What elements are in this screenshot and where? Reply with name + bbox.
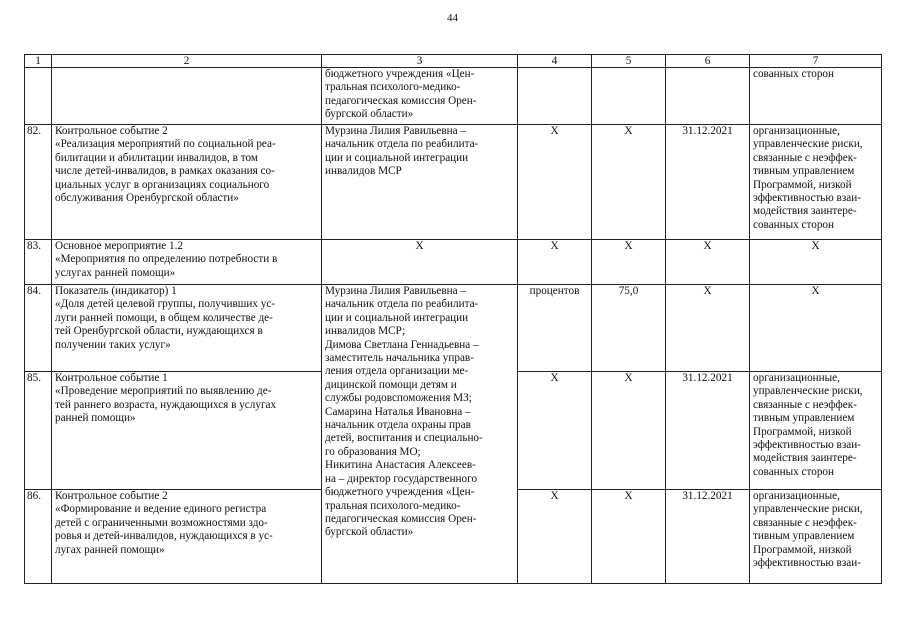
text-line: начальник отдела охраны прав xyxy=(325,419,471,432)
text-line: X xyxy=(415,240,424,252)
date-cell: X xyxy=(666,285,750,372)
header-cell: 4 xyxy=(518,55,592,68)
row-number: 83. xyxy=(25,240,52,285)
text-line: на – директор государственного xyxy=(325,472,478,485)
text-line: Показатель (индикатор) 1 xyxy=(55,285,177,297)
text-line: X xyxy=(811,240,820,252)
text-line: инвалидов МСР xyxy=(325,165,402,178)
text-line: начальник отдела по реабилита- xyxy=(325,298,479,311)
text-line: управленческие риски, xyxy=(753,138,863,151)
text-line: получении таких услуг» xyxy=(55,338,171,351)
responsible-cell xyxy=(322,125,518,240)
responsible-cell xyxy=(322,285,518,584)
text-line: Мурзина Лилия Равильевна – xyxy=(325,285,466,297)
header-cell: 1 xyxy=(25,55,52,68)
risk-cell xyxy=(750,285,882,372)
text-line: детей с ограниченными возможностями здо- xyxy=(55,516,268,529)
table-row xyxy=(25,125,882,240)
value-cell: 75,0 xyxy=(592,285,666,372)
text-line: связанные с неэффек- xyxy=(753,516,857,529)
unit-cell: X xyxy=(518,240,592,285)
text-line: Никитина Анастасия Алексеев- xyxy=(325,459,476,472)
name-cell xyxy=(52,285,322,372)
text-line: инвалидов МСР; xyxy=(325,325,406,338)
text-line: Основное мероприятие 1.2 xyxy=(55,240,183,252)
value-cell: X xyxy=(592,240,666,285)
name-cell xyxy=(52,490,322,584)
text-line: ции и социальной интеграции xyxy=(325,151,469,164)
text-line: тральная психолого-медико- xyxy=(325,499,461,512)
date-cell: 31.12.2021 xyxy=(666,125,750,240)
text-line: эффективностью взаи- xyxy=(753,557,861,570)
text-line: связанные с неэффек- xyxy=(753,151,857,164)
text-line: эффективностью взаи- xyxy=(753,439,861,452)
text-line: модействия заинтере- xyxy=(753,205,857,218)
risk-cell xyxy=(750,68,882,125)
text-line: начальник отдела по реабилита- xyxy=(325,138,479,151)
table-row xyxy=(25,285,882,372)
header-row xyxy=(25,55,882,68)
text-line: Программой, низкой xyxy=(753,425,852,438)
text-line: управленческие риски, xyxy=(753,503,863,516)
text-line: эффективностью взаи- xyxy=(753,192,861,205)
text-line: «Мероприятия по определению потребности в xyxy=(55,253,278,266)
risk-cell xyxy=(750,125,882,240)
row-number: 85. xyxy=(25,372,52,490)
unit-cell: процентов xyxy=(518,285,592,372)
text-line: службы родовспоможения МЗ; xyxy=(325,392,472,405)
text-line: обслуживания Оренбургской области» xyxy=(55,192,239,205)
unit-cell: X xyxy=(518,372,592,490)
text-line: тивным управлением xyxy=(753,165,855,178)
text-line: «Проведение мероприятий по выявлению де- xyxy=(55,385,272,398)
text-line: тральная психолого-медико- xyxy=(325,81,461,94)
value-cell: X xyxy=(592,372,666,490)
row-number: 86. xyxy=(25,490,52,584)
program-table xyxy=(24,54,882,584)
text-line: детей, воспитания и специально- xyxy=(325,432,483,445)
table-row xyxy=(25,68,882,125)
text-line: тей раннего возраста, нуждающихся в услугах xyxy=(55,398,277,411)
header-cell: 5 xyxy=(592,55,666,68)
text-line: «Доля детей целевой группы, получивших ус- xyxy=(55,298,276,311)
text-line: организационные, xyxy=(753,125,840,137)
text-line: X xyxy=(811,285,820,297)
responsible-cell xyxy=(322,240,518,285)
date-cell: 31.12.2021 xyxy=(666,372,750,490)
responsible-cell xyxy=(322,68,518,125)
text-line: сованных сторон xyxy=(753,68,835,80)
text-line: заместитель начальника управ- xyxy=(325,352,474,365)
text-line: лугах ранней помощи» xyxy=(55,543,165,556)
page-number: 44 xyxy=(447,12,458,24)
text-line: педагогическая комиссия Орен- xyxy=(325,512,477,525)
value-cell: X xyxy=(592,490,666,584)
date-cell: 31.12.2021 xyxy=(666,490,750,584)
text-line: сованных сторон xyxy=(753,218,835,231)
header-cell: 3 xyxy=(322,55,518,68)
text-line: го образования МО; xyxy=(325,445,421,458)
text-line: Димова Светлана Геннадьевна – xyxy=(325,338,479,351)
name-cell xyxy=(52,240,322,285)
text-line: билитации и абилитации инвалидов, в том xyxy=(55,151,258,164)
value-cell: X xyxy=(592,125,666,240)
text-line: «Реализация мероприятий по социальной реа- xyxy=(55,138,276,151)
unit-cell: X xyxy=(518,125,592,240)
text-line: ранней помощи» xyxy=(55,412,136,425)
text-line: бюджетного учреждения «Цен- xyxy=(325,68,475,80)
text-line: Контрольное событие 2 xyxy=(55,125,168,137)
text-line: Контрольное событие 2 xyxy=(55,490,168,502)
text-line: бургской области» xyxy=(325,108,414,121)
text-line: Программой, низкой xyxy=(753,178,852,191)
text-line: «Формирование и ведение единого регистра xyxy=(55,503,267,516)
text-line: числе детей-инвалидов, в рамках оказания со- xyxy=(55,165,275,178)
text-line: услугах ранней помощи» xyxy=(55,266,176,279)
header-cell: 6 xyxy=(666,55,750,68)
text-line: тивным управлением xyxy=(753,412,855,425)
text-line: ления отдела организации ме- xyxy=(325,365,469,378)
text-line: ции и социальной интеграции xyxy=(325,311,469,324)
header-cell: 2 xyxy=(52,55,322,68)
risk-cell xyxy=(750,490,882,584)
text-line: циальных услуг в организациях социального xyxy=(55,178,270,191)
text-line: бюджетного учреждения «Цен- xyxy=(325,486,475,499)
text-line: сованных сторон xyxy=(753,465,835,478)
text-line: Программой, низкой xyxy=(753,543,852,556)
date-cell: X xyxy=(666,240,750,285)
risk-cell xyxy=(750,240,882,285)
text-line: модействия заинтере- xyxy=(753,452,857,465)
name-cell xyxy=(52,372,322,490)
text-line: управленческие риски, xyxy=(753,385,863,398)
text-line: педагогическая комиссия Орен- xyxy=(325,94,477,107)
text-line: луги ранней помощи, в общем количестве де- xyxy=(55,311,273,324)
name-cell xyxy=(52,125,322,240)
text-line: тей Оренбургской области, нуждающихся в xyxy=(55,325,263,338)
row-number: 82. xyxy=(25,125,52,240)
text-line: Контрольное событие 1 xyxy=(55,372,168,384)
table-row xyxy=(25,240,882,285)
text-line: Самарина Наталья Ивановна – xyxy=(325,405,471,418)
text-line: тивным управлением xyxy=(753,530,855,543)
text-line: Мурзина Лилия Равильевна – xyxy=(325,125,466,137)
text-line: связанные с неэффек- xyxy=(753,398,857,411)
text-line: организационные, xyxy=(753,490,840,502)
text-line: дицинской помощи детям и xyxy=(325,378,457,391)
header-cell: 7 xyxy=(750,55,882,68)
text-line: бургской области» xyxy=(325,526,414,539)
text-line: организационные, xyxy=(753,372,840,384)
risk-cell xyxy=(750,372,882,490)
text-line: ровья и детей-инвалидов, нуждающихся в ус- xyxy=(55,530,273,543)
unit-cell: X xyxy=(518,490,592,584)
row-number: 84. xyxy=(25,285,52,372)
